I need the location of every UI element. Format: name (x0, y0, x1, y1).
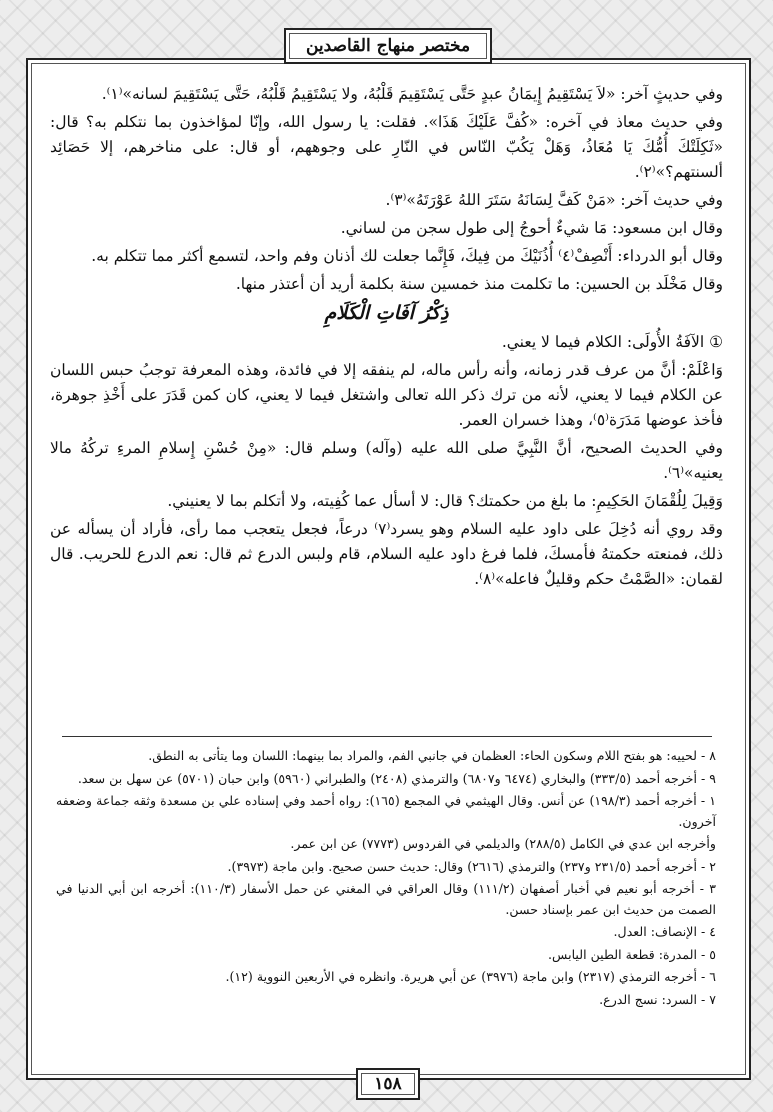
footnote: ٤ - الإنصاف: العدل. (613, 924, 716, 939)
footnote: ٥ - المدرة: قطعة الطين اليابس. (548, 946, 716, 962)
paragraph: وفي حديث آخر: «مَنْ كَفَّ لِسَانَهُ سَتَرَ اللهُ عَوْرَتَهُ»⁽٣⁾. (385, 191, 723, 209)
footnote: ٣ - أخرجه أبو نعيم في أخبار أصفهان (١١١/٢) وقال العراقي في المغني عن حمل الأسفار (١١٠/٣): أخرجه ابن أبي الدنيا في الصمت من حديث ابن عمر بإسناد حسن. (56, 881, 717, 917)
section-title: ذِكْرُ آفَاتِ الْكَلَامِ (324, 302, 449, 324)
footnote: وأخرجه ابن عدي في الكامل (٢٨٨/٥) والديلمي في الفردوس (٧٧٧٣) عن ابن عمر. (290, 836, 716, 851)
footnote: ٢ - أخرجه أحمد (٢٣١/٥ و٢٣٧) والترمذي (٢٦١٦) وقال: حديث حسن صحيح. وابن ماجة (٣٩٧٣). (227, 858, 716, 874)
footnote: ٨ - لحييه: هو بفتح اللام وسكون الحاء: العظمان في جانبي الفم، والمراد بما بينهما: اللسان وما يتأتى به النطق. (148, 748, 716, 763)
paragraph: وفي الحديث الصحيح، أنَّ النَّبِيَّ صلى الله عليه (وآله) وسلم قال: «مِنْ حُسْنِ إِسلامِ المرءِ تركُهُ مالا يعنيه»⁽٦⁾. (50, 439, 723, 482)
main-text (50, 82, 723, 595)
footnote: ٦ - أخرجه الترمذي (٢٣١٧) وابن ماجة (٣٩٧٦) عن أبي هريرة. وانظره في الأربعين النووية (١٢). (225, 969, 716, 984)
paragraph: وقال ابن مسعود: مَا شيءٌ أحوجُ إلى طول سجن من لساني. (340, 219, 723, 237)
book-title: مختصر منهاج القاصدين (305, 36, 471, 56)
paragraph: ① الآفَةُ الأُولَى: الكلام فيما لا يعني. (501, 333, 723, 351)
paragraph: وَقِيلَ لِلُقْمَانَ الحَكِيمِ: ما بلغ من حكمتك؟ قال: لا أسأل عما كُفِيته، ولا أتكلم بما لا يعنيني. (167, 492, 723, 510)
paragraph: وقال مَخْلَد بن الحسين: ما تكلمت منذ خمسين سنة بكلمة أريد أن أعتذر منها. (235, 275, 723, 293)
paragraph: وفي حديثٍ آخر: «لاَ يَسْتَقِيمُ إِيمَانُ عبدٍ حَتَّى يَسْتَقِيمَ قَلْبُهُ، ولا يَسْتَقِيمُ قَلْبُهُ، حَتَّى يَسْتَقِيمَ لسانه»⁽١⁾. (101, 85, 723, 103)
paragraph: وقد روي أنه دُخِلَ على داود عليه السلام وهو يسرد⁽٧⁾ درعاً، فجعل يتعجب مما رأى، فأراد أن يسأله عن ذلك، فمنعته حكمتهُ فأمسكَ، فلما فرغ داود عليه السلام، قام ولبس الدرع ثم قال: نعم الدرع للحريب. قال لقمان: «الصَّمْتُ حكم وقليلٌ فاعله»⁽٨⁾. (50, 520, 723, 588)
footnote: ٩ - أخرجه أحمد (٣٣٣/٥) والبخاري (٦٤٧٤ و٦٨٠٧) والترمذي (٢٤٠٨) والطبراني (٥٩٦٠) وابن حبان (٥٧٠١) عن سهل بن سعد. (77, 770, 716, 786)
footnote: ٧ - السرد: نسج الدرع. (599, 991, 716, 1007)
paragraph: وقال أبو الدرداء: أَنْصِفْ⁽٤⁾ أُذُنَيْكَ من فِيكَ، فَإِنَّما جعلت لك أذنان وفم واحد، لتسمع أكثر مما تتكلم به. (91, 247, 723, 265)
page-number: ١٥٨ (374, 1074, 402, 1094)
footnote: ١ - أخرجه أحمد (١٩٨/٣) عن أنس. وقال الهيثمي في المجمع (١٦٥): رواه أحمد وفي إسناده علي بن مسعدة وثقه جماعة وضعفه آخرون. (56, 793, 716, 829)
footnotes (56, 746, 716, 1012)
running-header (284, 28, 492, 64)
paragraph: وفي حديث معاذ في آخره: «كُفَّ عَلَيْكَ هَذَا». فقلت: يا رسول الله، وإنّا لمؤاخذون بما نتكلم به؟ قال: «ثَكِلَتْكَ أُمُّكَ يَا مُعَاذُ، وَهَلْ يَكُبّ النّاس في النّارِ على وجوههم، أو قال: على مناخرهم، إلا حَصَائِد ألسنتهم؟»⁽٢⁾. (50, 113, 723, 181)
paragraph: وَاعْلَمْ: أنَّ من عرف قدر زمانه، وأنه رأس ماله، لم ينفقه إلا في فائدة، وهذه المعرفة توجبُ حبس اللسان عن الكلام فيما لا يعني، لأنه من ترك ذكر الله تعالى واشتغل فيما لا يعني، كان كمن قَدَرَ على أَخْذِ جوهرة، فأخذ عوضها مَدَرَة⁽٥⁾، وهذا خسران العمر. (50, 361, 723, 429)
footnote-separator (62, 736, 712, 737)
page-number-box (356, 1068, 420, 1100)
